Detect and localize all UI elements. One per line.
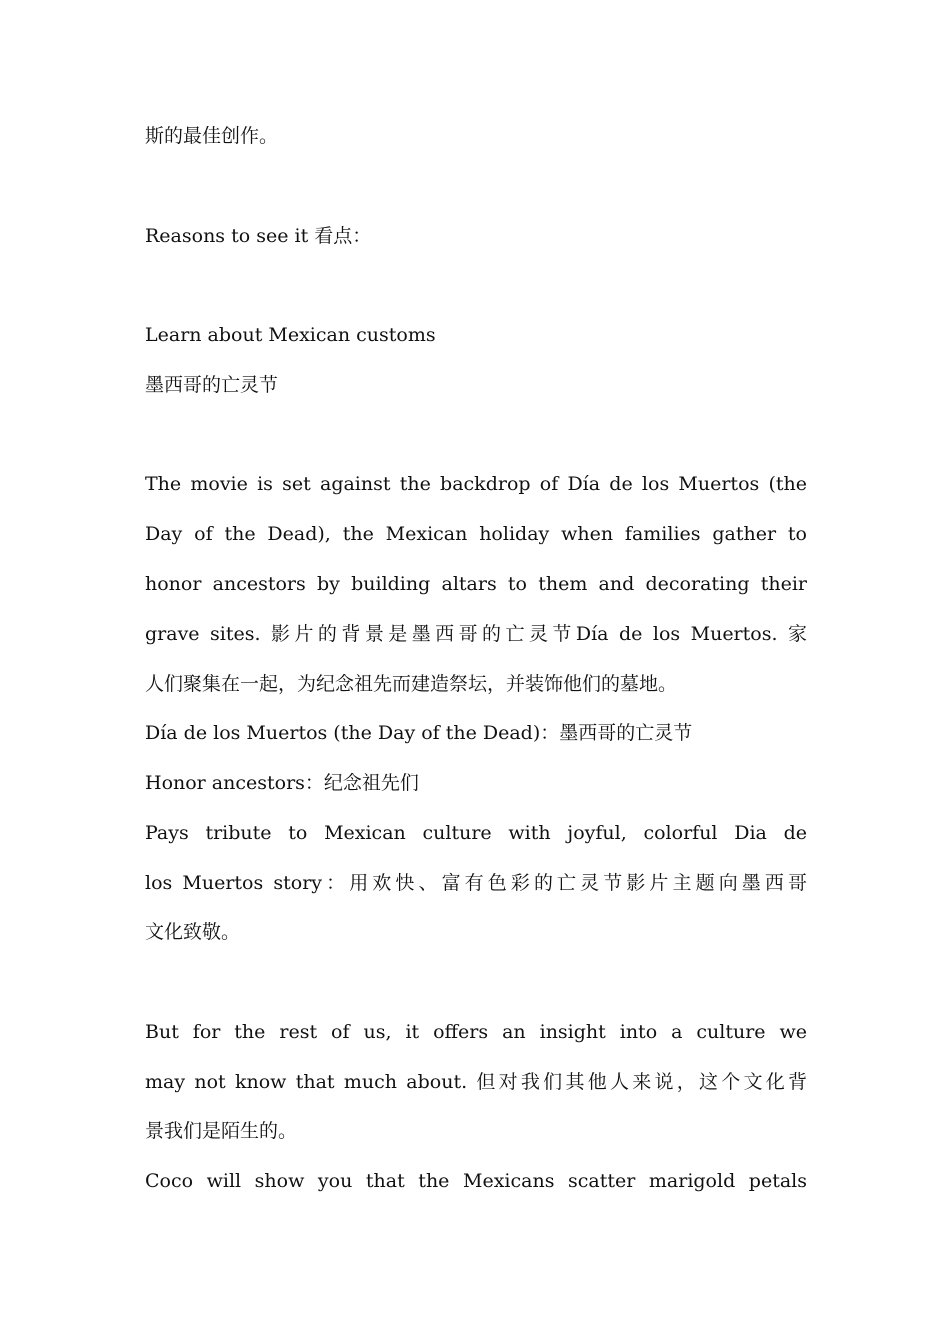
vocab-line: Honor ancestors：纪念祖先们	[145, 772, 419, 794]
paragraph-line: 景我们是陌生的。	[145, 1120, 298, 1142]
text-line-1: 斯的最佳创作。	[145, 125, 279, 147]
paragraph-line: Coco will show you that the Mexicans scatter marigold petals	[145, 1170, 807, 1192]
paragraph-line: los Muertos story：用欢快、富有色彩的亡灵节影片主题向墨西哥	[145, 872, 807, 894]
paragraph-line: 文化致敬。	[145, 921, 241, 943]
paragraph-line: grave sites. 影片的背景是墨西哥的亡灵节Día de los Muertos. 家	[145, 623, 807, 645]
paragraph-line: honor ancestors by building altars to them and decorating their	[145, 573, 807, 595]
subheading-translation: 墨西哥的亡灵节	[145, 374, 279, 396]
paragraph-line: But for the rest of us, it offers an insight into a culture we	[145, 1021, 807, 1043]
paragraph-line: Day of the Dead), the Mexican holiday when families gather to	[145, 523, 807, 545]
paragraph-line: The movie is set against the backdrop of Día de los Muertos (the	[145, 473, 807, 495]
paragraph-line: may not know that much about. 但对我们其他人来说，这个文化背	[145, 1071, 807, 1093]
paragraph-line: Pays tribute to Mexican culture with joyful, colorful Dia de	[145, 822, 807, 844]
section-heading-reasons: Reasons to see it 看点：	[145, 225, 372, 247]
paragraph-line: 人们聚集在一起，为纪念祖先而建造祭坛，并装饰他们的墓地。	[145, 673, 678, 695]
vocab-line: Día de los Muertos (the Day of the Dead)：墨西哥的亡灵节	[145, 722, 693, 744]
subheading-mexican-customs: Learn about Mexican customs	[145, 324, 436, 346]
